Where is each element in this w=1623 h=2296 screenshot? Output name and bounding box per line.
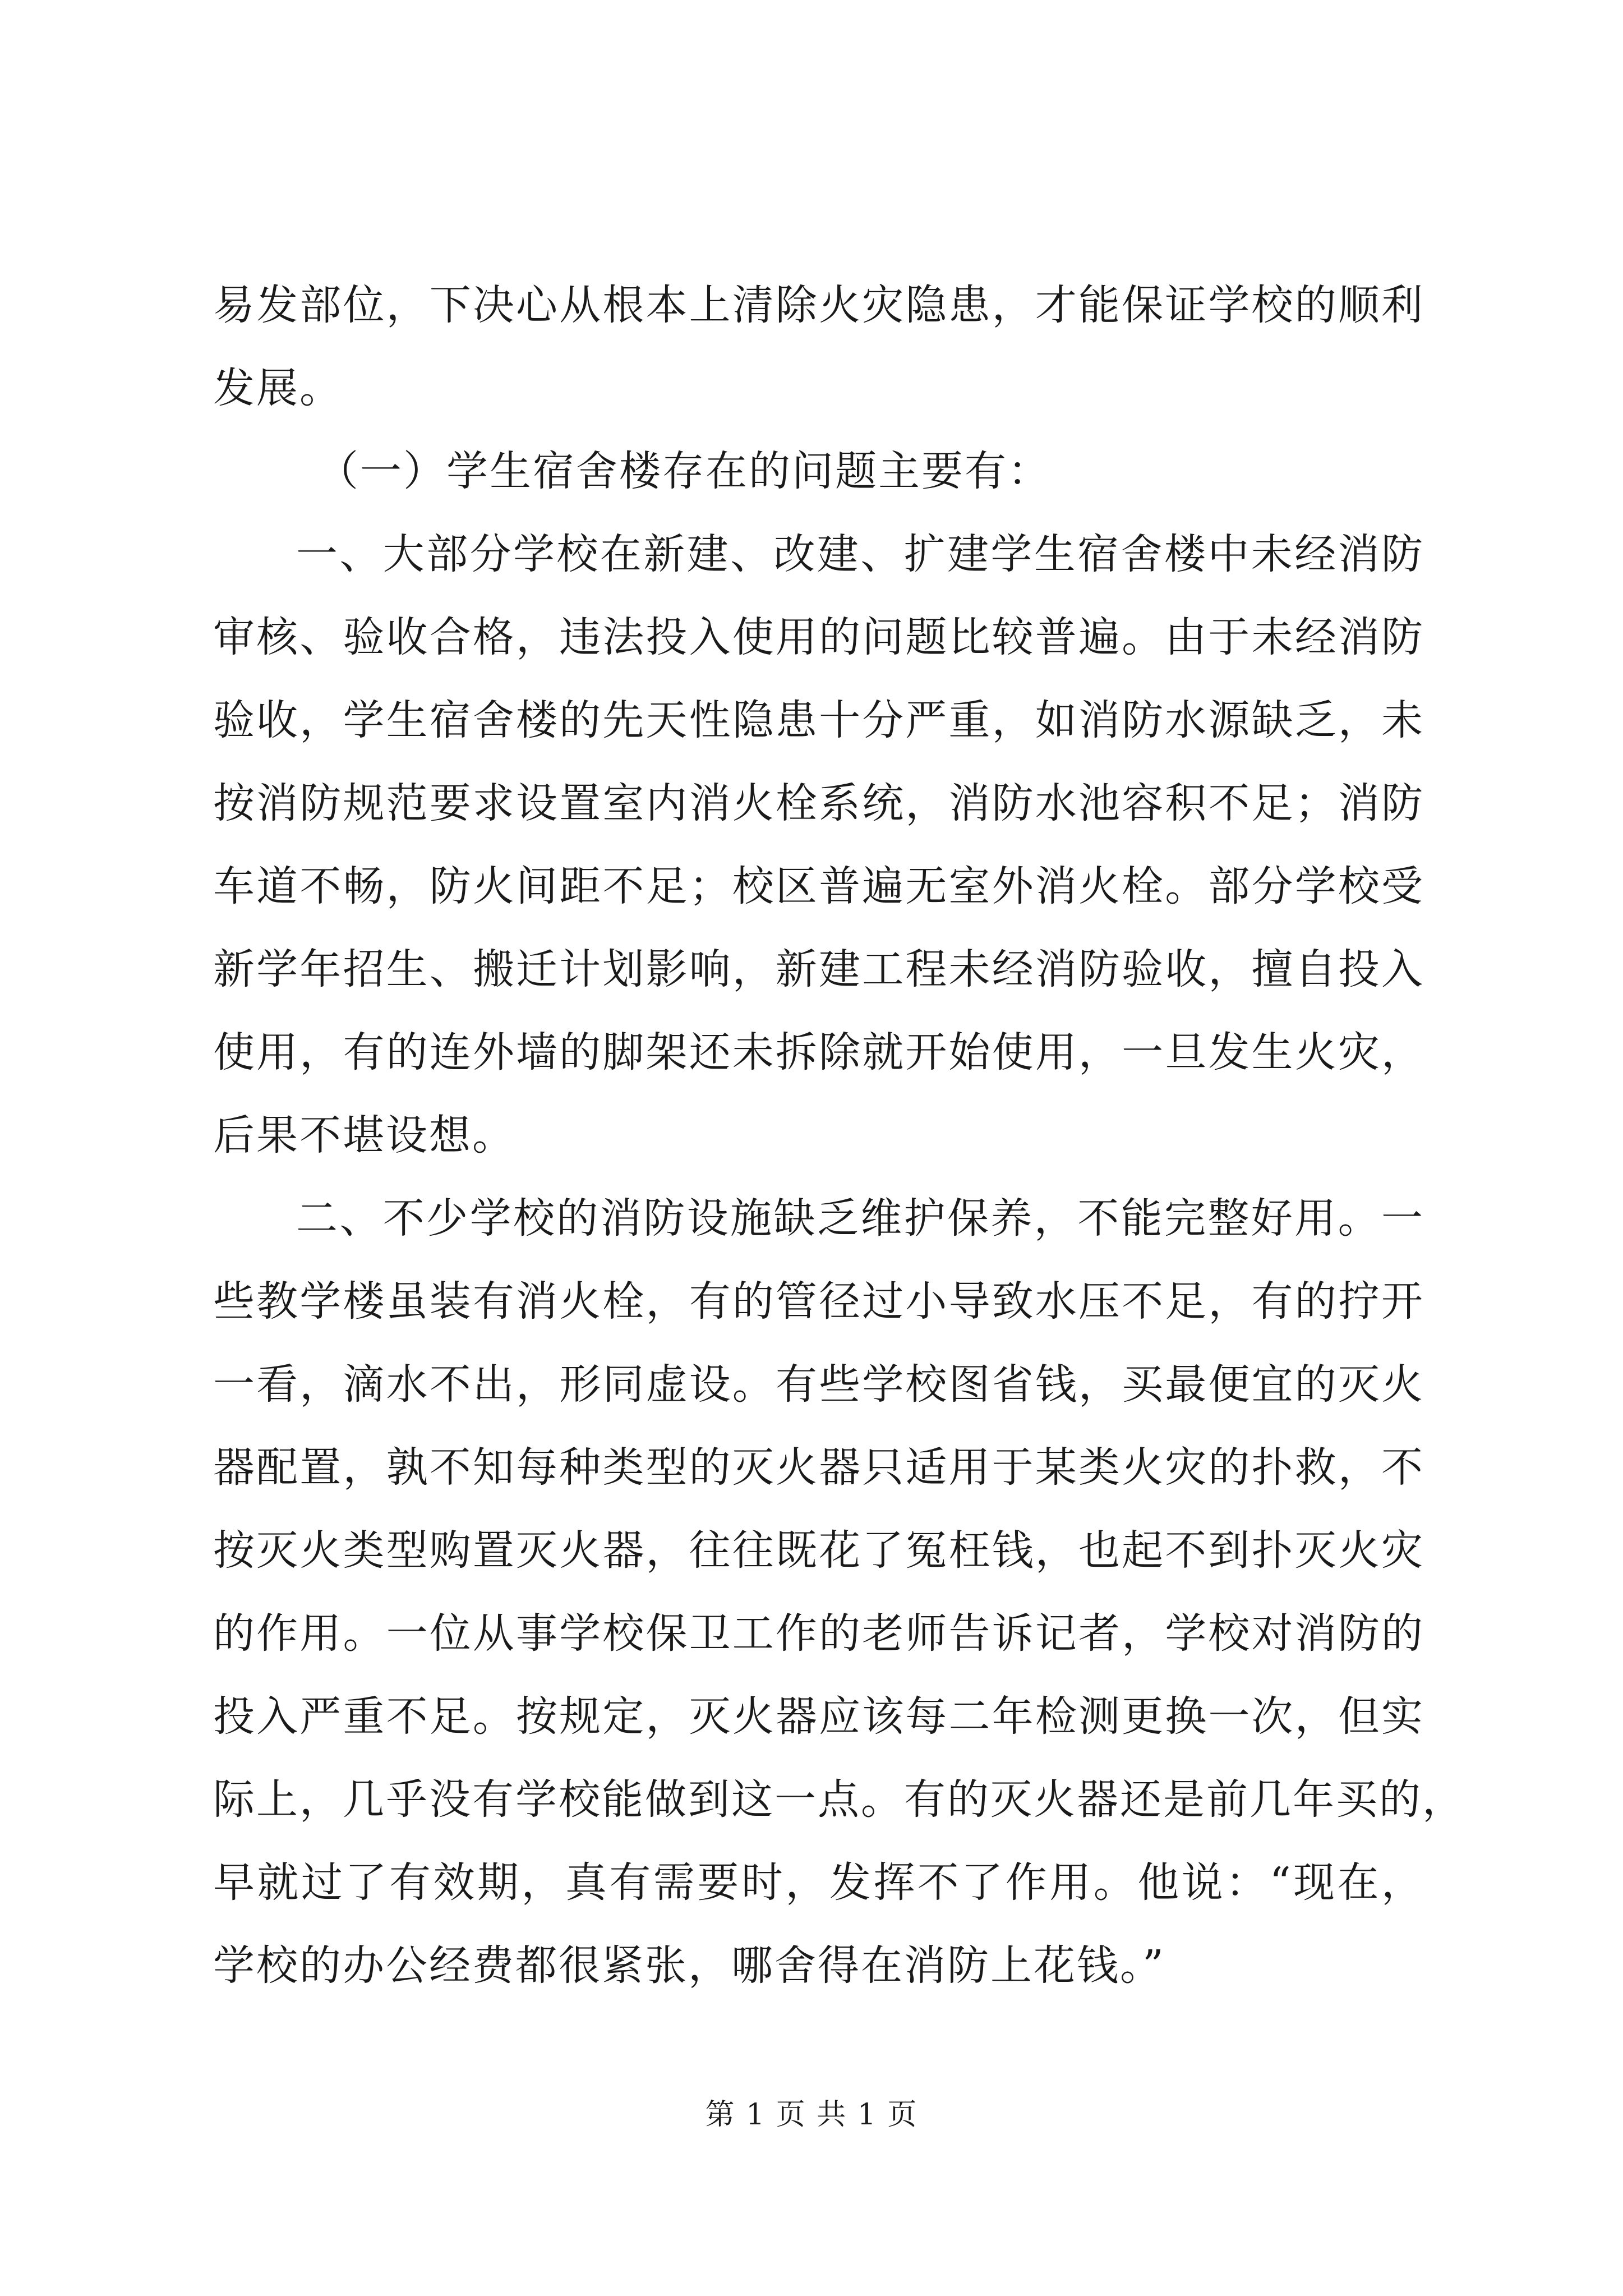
text-line: 后果不堪设想。 <box>213 1111 515 1159</box>
section-heading: （一）学生宿舍楼存在的问题主要有： <box>317 447 1051 495</box>
text-line: 些教学楼虽装有消火栓，有的管径过小导致水压不足，有的拧开 <box>213 1277 1424 1326</box>
text-line: 投入严重不足。按规定，灭火器应该每二年检测更换一次，但实 <box>213 1692 1424 1741</box>
text-line: 按灭火类型购置灭火器，往往既花了冤枉钱，也起不到扑灭火灾 <box>213 1526 1424 1575</box>
text-line: 易发部位，下决心从根本上清除火灾隐患，才能保证学校的顺利 <box>213 281 1424 329</box>
text-line: 一、大部分学校在新建、改建、扩建学生宿舍楼中未经消防 <box>296 530 1424 578</box>
page-footer: 第 1 页 共 1 页 <box>705 2098 918 2132</box>
text-line: 的作用。一位从事学校保卫工作的老师告诉记者，学校对消防的 <box>213 1609 1424 1658</box>
text-line: 器配置，孰不知每种类型的灭火器只适用于某类火灾的扑救，不 <box>213 1443 1424 1492</box>
text-line: 验收，学生宿舍楼的先天性隐患十分严重，如消防水源缺乏，未 <box>213 696 1424 744</box>
text-line: 车道不畅，防火间距不足；校区普遍无室外消火栓。部分学校受 <box>213 862 1424 910</box>
text-line: 使用，有的连外墙的脚架还未拆除就开始使用，一旦发生火灾， <box>213 1028 1424 1076</box>
text-line: 早就过了有效期，真有需要时，发挥不了作用。他说：“现在， <box>213 1858 1424 1907</box>
text-line: 发展。 <box>213 364 343 412</box>
text-line: 审核、验收合格，违法投入使用的问题比较普遍。由于未经消防 <box>213 613 1424 661</box>
text-line: 二、不少学校的消防设施缺乏维护保养，不能完整好用。一 <box>296 1194 1424 1243</box>
text-line: 学校的办公经费都很紧张，哪舍得在消防上花钱。” <box>213 1941 1165 1990</box>
document-body <box>213 264 1465 2007</box>
text-line: 一看，滴水不出，形同虚设。有些学校图省钱，买最便宜的灭火 <box>213 1360 1424 1409</box>
text-line: 按消防规范要求设置室内消火栓系统，消防水池容积不足；消防 <box>213 779 1424 827</box>
text-line: 新学年招生、搬迁计划影响，新建工程未经消防验收，擅自投入 <box>213 945 1424 993</box>
text-line: 际上，几乎没有学校能做到这一点。有的灭火器还是前几年买的， <box>213 1775 1465 1824</box>
